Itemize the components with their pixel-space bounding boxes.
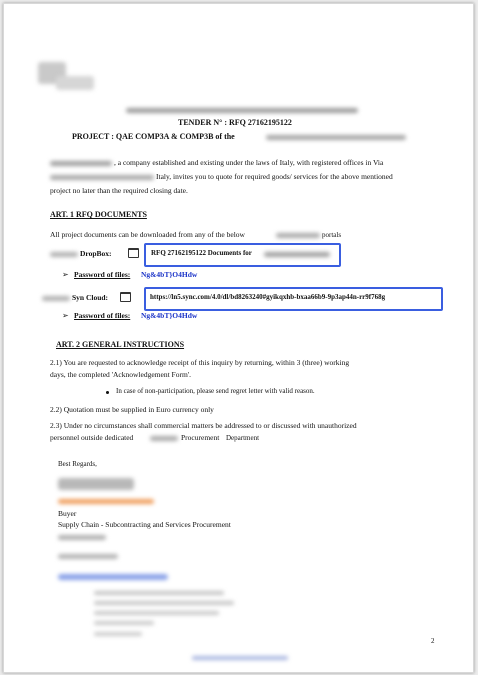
art1-intro: All project documents can be downloaded from any of the below (50, 230, 245, 239)
page-number: 2 (431, 637, 435, 645)
redacted-portal-owner (276, 233, 320, 238)
art2-p23-line1: 2.3) Under no circumstances shall commercial matters be addressed to or discussed with unauthorized (50, 421, 357, 430)
art1-intro-portals: portals (322, 231, 342, 239)
art2-bullet: In case of non-participation, please send regret letter with valid reason. (116, 387, 315, 395)
intro-line-2: Italy, invites you to quote for required goods/ services for the above mentioned (156, 172, 393, 181)
redacted-footer-address (94, 632, 142, 636)
art2-p22: 2.2) Quotation must be supplied in Euro currency only (50, 405, 214, 414)
redacted-name-orange (58, 499, 154, 504)
signature-dept: Supply Chain - Subcontracting and Services Procurement (58, 520, 231, 529)
art2-p23-line2a: personnel outside dedicated (50, 433, 134, 442)
art1-heading: ART. 1 RFQ DOCUMENTS (50, 210, 147, 219)
password-value-1: Ng&4bT}O4Hdw (141, 270, 198, 279)
best-regards: Best Regards, (58, 460, 97, 468)
redacted-company (50, 161, 112, 166)
redacted-title (126, 108, 358, 113)
bullet-dot-icon (106, 391, 109, 394)
art2-p21-line2: days, the completed 'Acknowledgement Form'. (50, 370, 192, 379)
redacted-footer-address (94, 611, 219, 615)
handwritten-signature (58, 478, 134, 490)
art2-p21-line1: 2.1) You are requested to acknowledge receipt of this inquiry by returning, within 3 (three) working (50, 358, 350, 367)
redacted-footer-classification (192, 656, 288, 660)
redacted-dropbox-project (264, 252, 330, 257)
document-page (3, 3, 474, 673)
password-label-2: Password of files: (74, 311, 131, 320)
project-line: PROJECT : QAE COMP3A & COMP3B of the (72, 132, 235, 141)
art2-p23-line2c: Department (226, 434, 260, 442)
dropbox-link[interactable]: RFQ 27162195122 Documents for (151, 249, 252, 257)
redacted-sync-owner (42, 296, 70, 301)
dropbox-label: DropBox: (80, 249, 112, 258)
art2-heading: ART. 2 GENERAL INSTRUCTIONS (56, 340, 185, 349)
password-label-1: Password of files: (74, 270, 131, 279)
folder-icon (120, 292, 131, 302)
redacted-project-name (266, 135, 406, 140)
redacted-footer-address (94, 601, 234, 605)
signature-role: Buyer (58, 509, 77, 518)
redacted-address (50, 175, 154, 180)
redacted-footer-address (94, 591, 224, 595)
sync-label: Syn Cloud: (72, 293, 109, 302)
arrow-bullet-icon: ➢ (62, 270, 69, 279)
redacted-phone (58, 554, 118, 559)
intro-line-1: , a company established and existing under the laws of Italy, with registered offices in Via (114, 158, 384, 167)
redacted-company-short (150, 436, 178, 441)
folder-icon (128, 248, 139, 258)
art2-p23-line2b: Procurement (181, 433, 220, 442)
company-logo-mark (56, 76, 94, 90)
password-value-2: Ng&4bT}O4Hdw (141, 311, 198, 320)
sync-link[interactable]: https://ln5.sync.com/4.0/dl/bd8263240#gyikqxhb-bxaa66b9-9p3ap44n-rr9f768g (150, 293, 386, 301)
redacted-dropbox-owner (50, 252, 78, 257)
arrow-bullet-icon: ➢ (62, 311, 69, 320)
intro-line-3: project no later than the required closing date. (50, 186, 188, 195)
tender-line: TENDER N° : RFQ 27162195122 (178, 118, 292, 127)
redacted-footer-address (94, 621, 154, 625)
redacted-company-sig (58, 535, 106, 540)
redacted-email (58, 574, 168, 580)
